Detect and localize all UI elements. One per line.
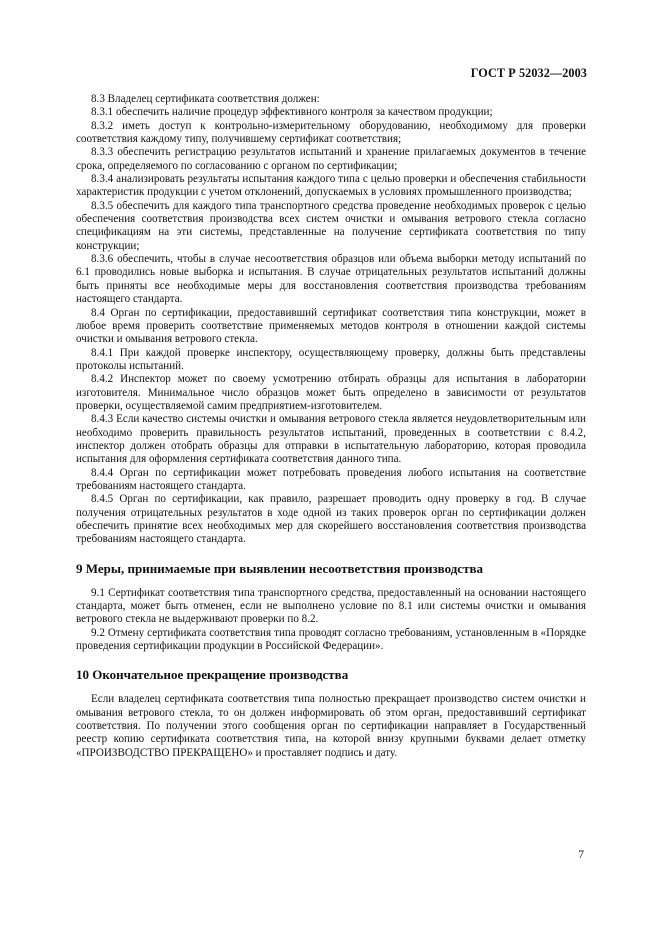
page-content <box>76 93 586 760</box>
paragraph-8-4-5: 8.4.5 Орган по сертификации, как правило, разрешает проводить одну проверку в год. В случае получения отрицательных результатов в ходе одной из таких проверок орган по сертификации должен обеспечить принятие всех необходимых мер для скорейшего восстановления соответствия производства требованиям настоящего стандарта. <box>76 493 586 546</box>
paragraph-8-4-3: 8.4.3 Если качество системы очистки и омывания ветрового стекла является неудовлетворительным или необходимо проверить правильность результатов испытаний, проведенных в соответствии с 8.4.2, инспектор должен отобрать образцы для отправки в испытательную лабораторию, которая проводила испытания для оформления сертификата соответствия данного типа. <box>76 413 586 466</box>
document-header: ГОСТ Р 52032—2003 <box>470 66 587 80</box>
paragraph-8-3-4: 8.3.4 анализировать результаты испытания каждого типа с целью проверки и обеспечения стабильности характеристик продукции с учетом отклонений, допускаемых в условиях промышленного производства; <box>76 173 586 199</box>
paragraph-8-3: 8.3 Владелец сертификата соответствия должен: <box>91 93 320 105</box>
paragraph-10: Если владелец сертификата соответствия типа полностью прекращает производство систем очистки и омывания ветрового стекла, то он должен информировать об этом орган, предоставивший сертификат соответствия. По получении этого сообщения орган по сертификации направляет в Государственный реестр копию сертификата соответствия типа, на которой внизу крупными буквами делает отметку «ПРОИЗВОДСТВО ПРЕКРАЩЕНО» и проставляет подпись и дату. <box>76 693 586 759</box>
paragraph-8-4-4: 8.4.4 Орган по сертификации может потребовать проведения любого испытания на соответствие требованиям настоящего стандарта. <box>76 466 586 492</box>
paragraph-8-4-1: 8.4.1 При каждой проверке инспектору, осуществляющему проверку, должны быть представлены протоколы испытаний. <box>76 346 586 372</box>
paragraph-9-2: 9.2 Отмену сертификата соответствия типа проводят согласно требованиям, установленным в «Порядке проведения сертификации продукции в Российской Федерации». <box>76 626 586 653</box>
section-10-heading: 10 Окончательное прекращение производства <box>76 667 349 683</box>
paragraph-8-4: 8.4 Орган по сертификации, предоставивший сертификат соответствия типа конструкции, может в любое время проверить соответствие применяемых методов контроля в отношении каждой системы очистки и омывания ветрового стекла. <box>76 306 586 346</box>
paragraph-8-4-2: 8.4.2 Инспектор может по своему усмотрению отбирать образцы для испытания в лаборатории изготовителя. Минимальное число образцов может быть определено в зависимости от результатов проверки, осуществляемой самим предприятием-изготовителем. <box>76 373 586 412</box>
section-9-heading: 9 Меры, принимаемые при выявлении несоответствия производства <box>76 560 483 576</box>
paragraph-9-1: 9.1 Сертификат соответствия типа транспортного средства, предоставленный на основании настоящего стандарта, может быть отменен, если не выполнено условие по 8.1 или системы очистки и омывания ветрового стекла не выдерживают проверки по 8.2. <box>76 586 586 626</box>
paragraph-8-3-6: 8.3.6 обеспечить, чтобы в случае несоответствия образцов или объема выборки методу испытаний по 6.1 проводились новые выборка и испытания. В случае отрицательных результатов испытаний должны быть приняты все необходимые меры для восстановления соответствия производства требованиям настоящего стандарта. <box>76 253 586 306</box>
page-number: 7 <box>578 849 584 861</box>
paragraph-8-3-2: 8.3.2 иметь доступ к контрольно-измерительному оборудованию, необходимому для проверки соответствия каждому типу, получившему сертификат соответствия; <box>76 119 586 146</box>
paragraph-8-3-3: 8.3.3 обеспечить регистрацию результатов испытаний и хранение прилагаемых документов в течение срока, определяемого по согласованию с органом по сертификации; <box>76 146 586 172</box>
paragraph-8-3-1: 8.3.1 обеспечить наличие процедур эффективного контроля за качеством продукции; <box>91 106 493 119</box>
paragraph-8-3-5: 8.3.5 обеспечить для каждого типа транспортного средства проведение необходимых проверок с целью обеспечения соответствия производства всех систем очистки и омывания ветрового стекла согласно спецификациям на эти системы, представленные на получение сертификата соответствия по типу конструкции; <box>76 199 586 252</box>
